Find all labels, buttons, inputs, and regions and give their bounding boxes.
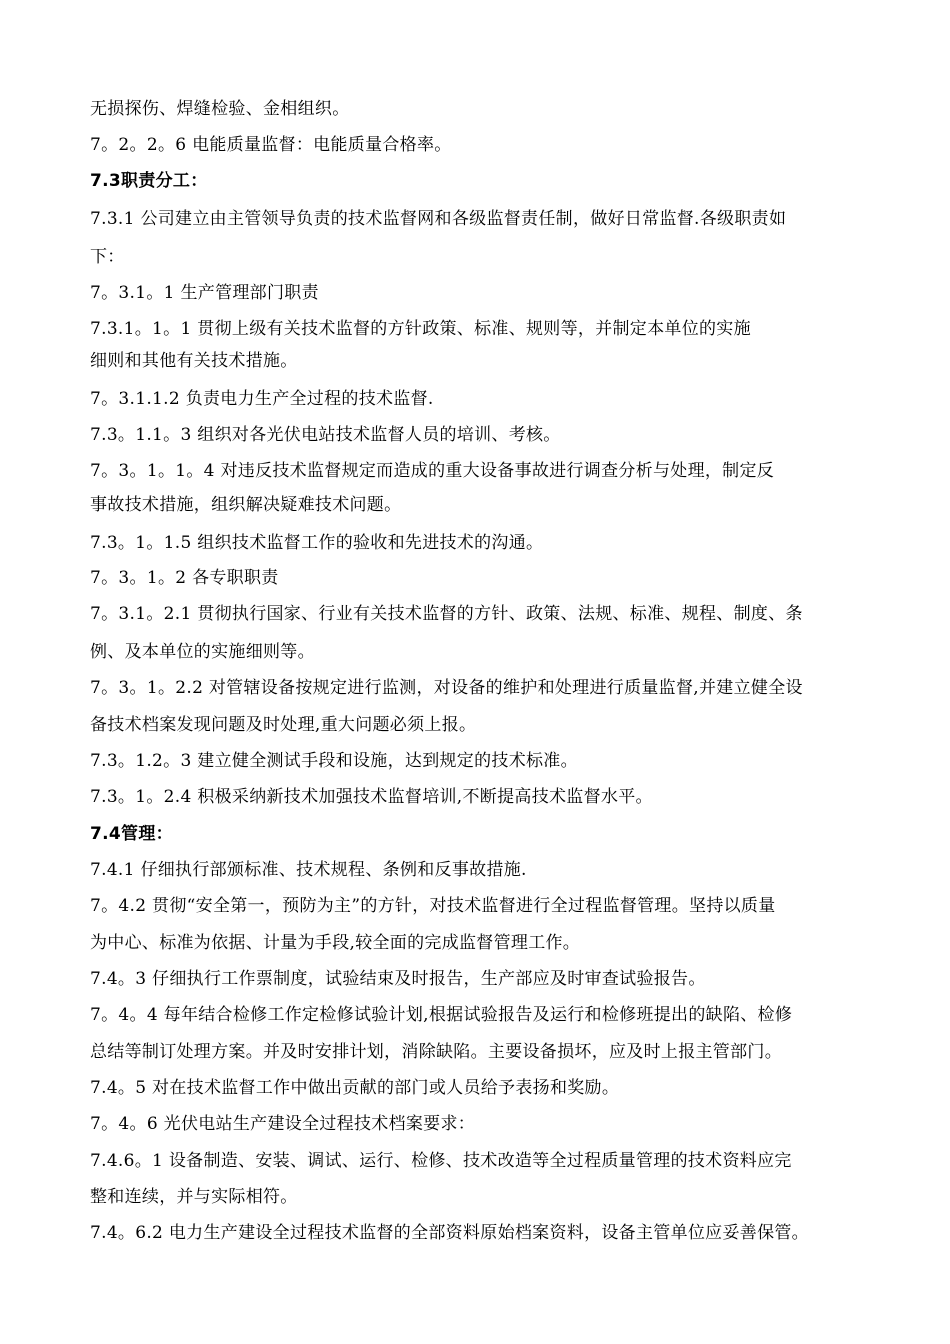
text-line: 例、及本单位的实施细则等。: [90, 642, 315, 662]
text-line: 总结等制订处理方案。并及时安排计划，消除缺陷。主要设备损坏，应及时上报主管部门。: [90, 1042, 782, 1062]
text-line: 7.3.1。1。1 贯彻上级有关技术监督的方针政策、标准、规则等，并制定本单位的实施: [90, 319, 751, 339]
text-line: 7.4.1 仔细执行部颁标准、技术规程、条例和反事故措施.: [90, 860, 527, 880]
text-line: 7.4。3 仔细执行工作票制度，试验结束及时报告，生产部应及时审查试验报告。: [90, 969, 706, 989]
text-line: 7。3.1。2.1 贯彻执行国家、行业有关技术监督的方针、政策、法规、标准、规程、制度、条: [90, 604, 803, 624]
text-line: 7.4.6。1 设备制造、安装、调试、运行、检修、技术改造等全过程质量管理的技术资料应完: [90, 1151, 792, 1171]
text-line: 备技术档案发现问题及时处理,重大问题必须上报。: [90, 715, 477, 735]
text-line: 7.3。1。1.5 组织技术监督工作的验收和先进技术的沟通。: [90, 533, 544, 553]
text-line: 下：: [90, 247, 125, 267]
text-line: 7.3.1 公司建立由主管领导负责的技术监督网和各级监督责任制，做好日常监督.各级职责如: [90, 209, 787, 229]
text-line: 7。2。2。6 电能质量监督：电能质量合格率。: [90, 135, 452, 155]
text-line: 7.4。6.2 电力生产建设全过程技术监督的全部资料原始档案资料，设备主管单位应妥善保管。: [90, 1223, 809, 1243]
text-line: 7。3。1。2.2 对管辖设备按规定进行监测，对设备的维护和处理进行质量监督,并建立健全设: [90, 678, 803, 698]
section-heading-7-4: 7.4管理：: [90, 824, 173, 844]
text-line: 细则和其他有关技术措施。: [90, 351, 298, 371]
text-line: 7.3。1.2。3 建立健全测试手段和设施，达到规定的技术标准。: [90, 751, 578, 771]
text-line: 7。3.1.1.2 负责电力生产全过程的技术监督.: [90, 389, 434, 409]
text-line: 7.3。1。2.4 积极采纳新技术加强技术监督培训,不断提高技术监督水平。: [90, 787, 653, 807]
text-line: 整和连续，并与实际相符。: [90, 1187, 298, 1207]
text-line: 7。4。4 每年结合检修工作定检修试验计划,根据试验报告及运行和检修班提出的缺陷、检修: [90, 1005, 793, 1025]
text-line: 为中心、标准为依据、计量为手段,较全面的完成监督管理工作。: [90, 933, 581, 953]
text-line: 7。4.2 贯彻“安全第一，预防为主”的方针，对技术监督进行全过程监督管理。坚持以质量: [90, 896, 776, 916]
text-line: 无损探伤、焊缝检验、金相组织。: [90, 99, 350, 119]
section-heading-7-3: 7.3职责分工：: [90, 171, 208, 191]
text-line: 7。4。6 光伏电站生产建设全过程技术档案要求：: [90, 1114, 476, 1134]
text-line: 7.3。1.1。3 组织对各光伏电站技术监督人员的培训、考核。: [90, 425, 561, 445]
text-line: 7。3。1。1。4 对违反技术监督规定而造成的重大设备事故进行调查分析与处理，制定反: [90, 461, 775, 481]
text-line: 7.4。5 对在技术监督工作中做出贡献的部门或人员给予表扬和奖励。: [90, 1078, 620, 1098]
text-line: 7。3.1。1 生产管理部门职责: [90, 283, 319, 303]
text-line: 事故技术措施，组织解决疑难技术问题。: [90, 495, 402, 515]
text-line: 7。3。1。2 各专职职责: [90, 568, 279, 588]
